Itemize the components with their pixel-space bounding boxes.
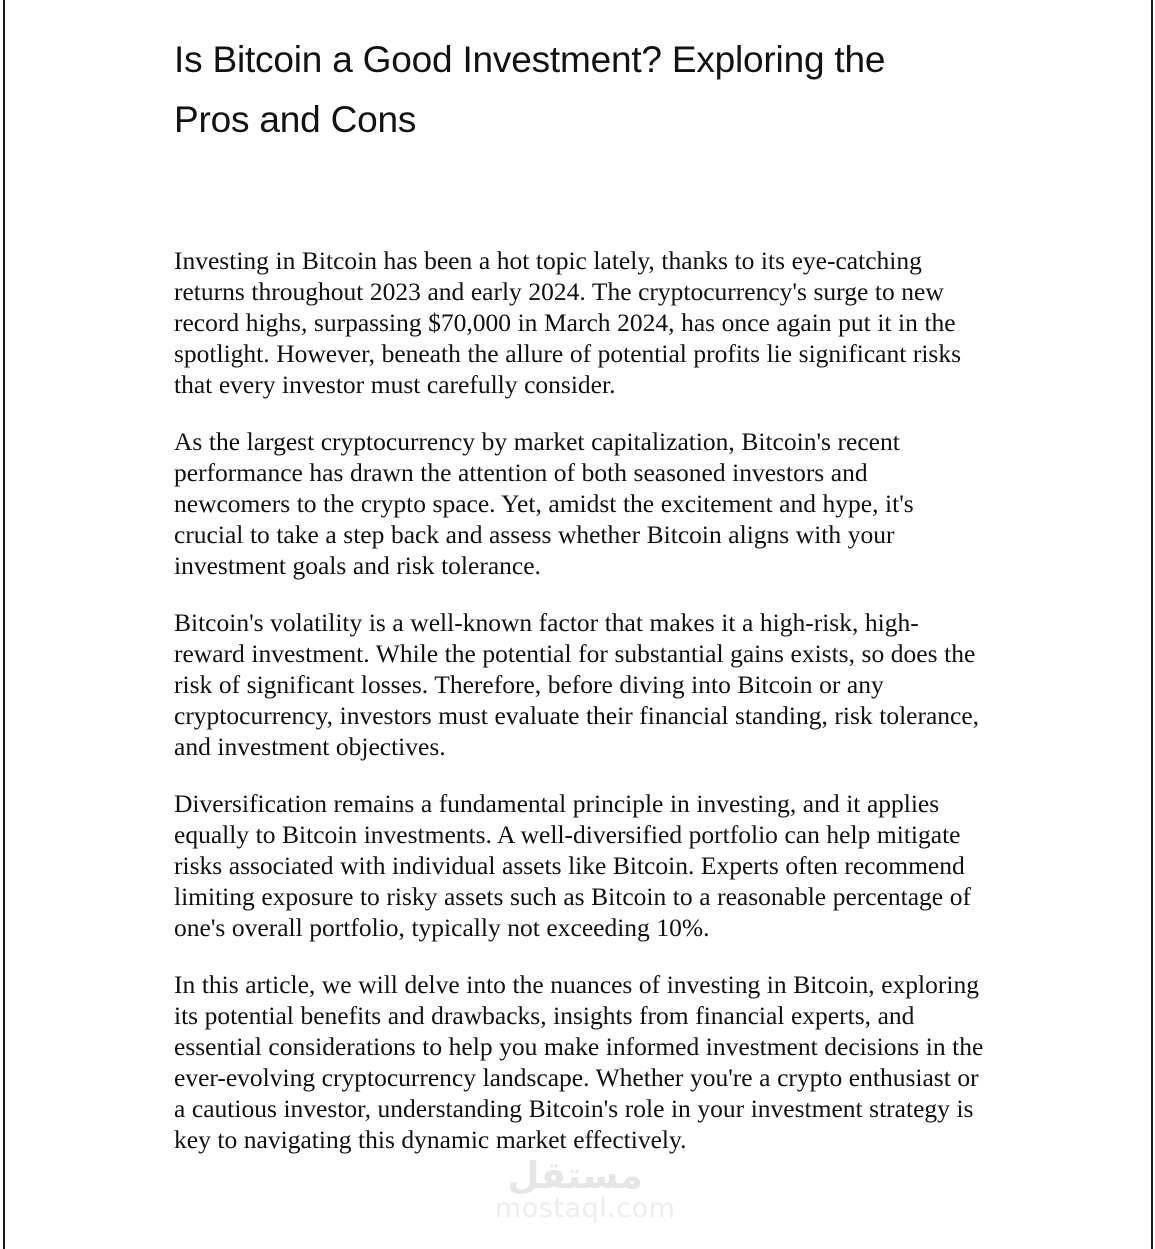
watermark-domain-text: mostaql.com <box>495 1193 676 1224</box>
page-left-border <box>3 0 5 1249</box>
paragraph: In this article, we will delve into the nuances of investing in Bitcoin, exploring its potential benefits and drawbacks, insights from financial experts, and essential considerations to help you make informed investment decisions in the ever-evolving cryptocurrency landscape. Whether you're a crypto enthusiast or a cautious investor, understanding Bitcoin's role in your investment strategy is key to navigating this dynamic market effectively. <box>174 970 984 1154</box>
site-watermark <box>495 1154 676 1224</box>
paragraph: Investing in Bitcoin has been a hot topic lately, thanks to its eye-catching returns throughout 2023 and early 2024. The cryptocurrency's surge to new record highs, surpassing $70,000 in March 2024, has once again put it in the spotlight. However, beneath the allure of potential profits lie significant risks that every investor must carefully consider. <box>174 246 962 399</box>
article-body <box>174 245 986 1155</box>
document-content <box>174 30 986 1155</box>
watermark-arabic-text: مستقل <box>507 1154 643 1197</box>
paragraph: As the largest cryptocurrency by market capitalization, Bitcoin's recent performance has drawn the attention of both seasoned investors and newcomers to the crypto space. Yet, amidst the excitement and hype, it's crucial to take a step back and assess whether Bitcoin aligns with your investment goals and risk tolerance. <box>174 427 914 580</box>
page-right-border <box>1151 0 1153 1249</box>
paragraph: Diversification remains a fundamental principle in investing, and it applies equally to Bitcoin investments. A well-diversified portfolio can help mitigate risks associated with individual assets like Bitcoin. Experts often recommend limiting exposure to risky assets such as Bitcoin to a reasonable percentage of one's overall portfolio, typically not exceeding 10%. <box>174 789 971 942</box>
paragraph: Bitcoin's volatility is a well-known factor that makes it a high-risk, high-reward investment. While the potential for substantial gains exists, so does the risk of significant losses. Therefore, before diving into Bitcoin or any cryptocurrency, investors must evaluate their financial standing, risk tolerance, and investment objectives. <box>174 608 980 761</box>
page-title: Is Bitcoin a Good Investment? Exploring the Pros and Cons <box>174 39 886 140</box>
